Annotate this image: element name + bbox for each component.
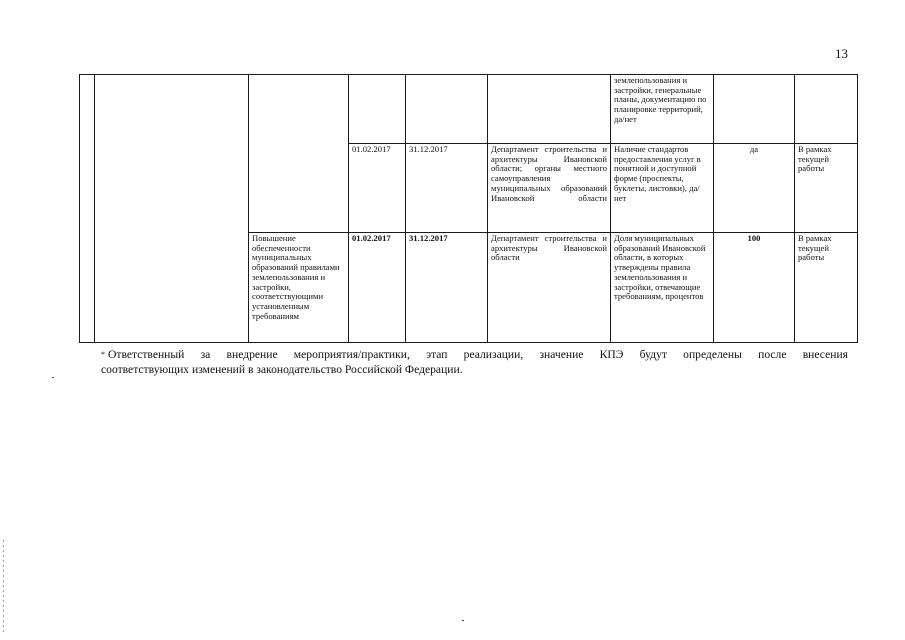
table-cell-funding: В рамках текущей работы — [795, 233, 858, 343]
table-cell-start — [349, 75, 406, 144]
table-row — [80, 75, 858, 144]
table-cell-funding — [795, 75, 858, 144]
table-cell-responsible: Департамент строительства и архитектуры Ивановской области — [488, 233, 611, 343]
table-cell-responsible: Департамент строительства и архитектуры Ивановской области; органы местного самоуправления муниципальных образований Ивановской области — [488, 144, 611, 233]
measures-table — [79, 74, 858, 343]
table-cell-value: 100 — [714, 233, 795, 343]
footnote-marker: * — [101, 350, 105, 359]
table-cell-indicator: Доля муниципальных образований Ивановской области, в которых утверждены правила землепользования и застройки, отвечающие требованиям, процентов — [611, 233, 714, 343]
scan-edge-mark — [3, 540, 4, 635]
footnote-line2: соответствующих изменений в законодательство Российской Федерации. — [101, 363, 463, 376]
table-cell-indicator: землепользования и застройки, генеральные планы, документацию по планировке территорий, да/нет — [611, 75, 714, 144]
table-cell-value: да — [714, 144, 795, 233]
scan-speck — [462, 620, 464, 621]
footnote — [101, 347, 848, 362]
table-cell-start: 01.02.2017 — [349, 233, 406, 343]
table-cell-practice — [95, 75, 249, 343]
table-cell-end: 31.12.2017 — [406, 233, 488, 343]
table-cell-start: 01.02.2017 — [349, 144, 406, 233]
table-cell-responsible — [488, 75, 611, 144]
scan-speck — [52, 377, 54, 378]
table-cell-end — [406, 75, 488, 144]
table-cell-measure: Повышение обеспеченности муниципальных образований правилами землепользования и застройки, соответствующими установленным требованиям — [249, 233, 349, 343]
table-cell-indicator: Наличие стандартов предоставления услуг в понятной и доступной форме (проспекты, буклеты, листовки), да/нет — [611, 144, 714, 233]
footnote-text-line1: Ответственный за внедрение мероприятия/практики, этап реализации, значение КПЭ будут определены после внесения — [108, 348, 848, 361]
table-cell-end: 31.12.2017 — [406, 144, 488, 233]
table-cell-measure — [249, 75, 349, 233]
page-number: 13 — [835, 46, 848, 61]
table-cell-funding: В рамках текущей работы — [795, 144, 858, 233]
table-cell-value — [714, 75, 795, 144]
table-cell-number — [80, 75, 95, 343]
